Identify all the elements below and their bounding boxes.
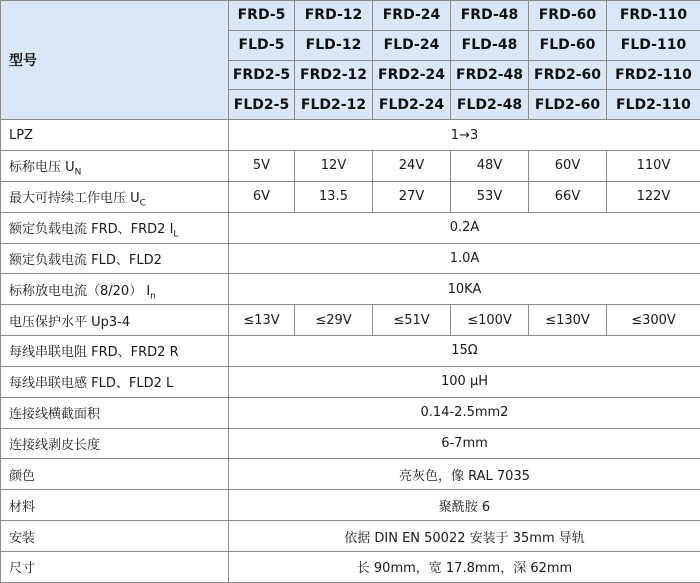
value-cell: 5V: [229, 150, 295, 181]
row-nominal-discharge-current: [1, 274, 700, 305]
row-label: 材料: [1, 490, 229, 521]
model-cell: FRD-12: [295, 1, 373, 31]
row-label: 每线串联电阻 FRD、FRD2 R: [1, 336, 229, 367]
row-label: 电压保护水平 Up3-4: [1, 305, 229, 336]
row-value: 依据 DIN EN 50022 安装于 35mm 导轨: [229, 521, 700, 552]
model-cell: FRD-110: [607, 1, 700, 31]
model-cell: FRD-48: [451, 1, 529, 31]
model-cell: FLD-5: [229, 30, 295, 60]
row-label: 每线串联电感 FLD、FLD2 L: [1, 366, 229, 397]
row-rated-load-current-frd: [1, 212, 700, 243]
row-strip-length: [1, 428, 700, 459]
row-rated-load-current-fld: [1, 243, 700, 274]
row-dimensions: [1, 551, 700, 582]
model-cell: FLD2-110: [607, 90, 700, 120]
model-cell: FRD-5: [229, 1, 295, 31]
row-value: 亮灰色，像 RAL 7035: [229, 459, 700, 490]
model-cell: FLD-12: [295, 30, 373, 60]
value-cell: 53V: [451, 181, 529, 212]
model-cell: FLD-48: [451, 30, 529, 60]
row-label-text: 额定负载电流 FRD、FRD2 I: [9, 222, 174, 238]
value-cell: 27V: [373, 181, 451, 212]
value-cell: ≤51V: [373, 305, 451, 336]
row-value: 1.0A: [229, 243, 700, 274]
value-cell: 48V: [451, 150, 529, 181]
row-label: 额定负载电流 FLD、FLD2: [1, 243, 229, 274]
row-voltage-protection-level: [1, 305, 700, 336]
model-cell: FRD2-48: [451, 60, 529, 90]
model-cell: FRD-60: [529, 1, 607, 31]
value-cell: 6V: [229, 181, 295, 212]
row-value: 10KA: [229, 274, 700, 305]
value-cell: 66V: [529, 181, 607, 212]
row-label: 安装: [1, 521, 229, 552]
model-cell: FLD-110: [607, 30, 700, 60]
value-cell: ≤13V: [229, 305, 295, 336]
value-cell: 12V: [295, 150, 373, 181]
row-lpz: [1, 120, 700, 151]
row-value: 0.2A: [229, 212, 700, 243]
row-rated-voltage: [1, 150, 700, 181]
row-label: 尺寸: [1, 551, 229, 582]
row-label-subscript: n: [150, 291, 156, 302]
row-label-subscript: L: [173, 229, 179, 240]
row-wire-cross-section: [1, 397, 700, 428]
row-label: 连接线剥皮长度: [1, 428, 229, 459]
model-cell: FRD2-60: [529, 60, 607, 90]
row-value: 长 90mm，宽 17.8mm，深 62mm: [229, 551, 700, 582]
model-cell: FRD2-12: [295, 60, 373, 90]
value-cell: ≤300V: [607, 305, 700, 336]
row-label-text: 标称电压 U: [9, 160, 75, 176]
model-header-label: 型号: [1, 1, 229, 120]
row-series-resistance: [1, 336, 700, 367]
row-installation: [1, 521, 700, 552]
row-label: LPZ: [1, 120, 229, 151]
row-value: 100 μH: [229, 366, 700, 397]
value-cell: ≤100V: [451, 305, 529, 336]
value-cell: ≤130V: [529, 305, 607, 336]
header-row-frd: [1, 1, 700, 31]
row-label: 连接线横截面积: [1, 397, 229, 428]
model-cell: FLD2-48: [451, 90, 529, 120]
row-label: [1, 181, 229, 212]
model-cell: FRD2-24: [373, 60, 451, 90]
value-cell: 110V: [607, 150, 700, 181]
value-cell: 13.5: [295, 181, 373, 212]
model-cell: FLD2-24: [373, 90, 451, 120]
value-cell: 122V: [607, 181, 700, 212]
row-value: 0.14-2.5mm2: [229, 397, 700, 428]
model-cell: FRD2-5: [229, 60, 295, 90]
model-cell: FRD-24: [373, 1, 451, 31]
row-label-subscript: C: [139, 198, 146, 209]
row-value: 6-7mm: [229, 428, 700, 459]
value-cell: 24V: [373, 150, 451, 181]
row-label: [1, 150, 229, 181]
model-cell: FLD2-12: [295, 90, 373, 120]
row-value: 15Ω: [229, 336, 700, 367]
row-label-text: 最大可持续工作电压 U: [9, 191, 140, 207]
model-cell: FRD2-110: [607, 60, 700, 90]
model-cell: FLD2-5: [229, 90, 295, 120]
row-label: [1, 274, 229, 305]
row-label: [1, 212, 229, 243]
row-label-subscript: N: [74, 167, 82, 178]
model-cell: FLD-24: [373, 30, 451, 60]
row-material: [1, 490, 700, 521]
row-value: 1→3: [229, 120, 700, 151]
value-cell: ≤29V: [295, 305, 373, 336]
model-cell: FLD-60: [529, 30, 607, 60]
value-cell: 60V: [529, 150, 607, 181]
row-label: 颜色: [1, 459, 229, 490]
row-value: 聚酰胺 6: [229, 490, 700, 521]
model-cell: FLD2-60: [529, 90, 607, 120]
row-max-continuous-voltage: [1, 181, 700, 212]
row-label-text: 标称放电电流（8/20） I: [9, 283, 151, 299]
row-series-inductance: [1, 366, 700, 397]
row-color: [1, 459, 700, 490]
